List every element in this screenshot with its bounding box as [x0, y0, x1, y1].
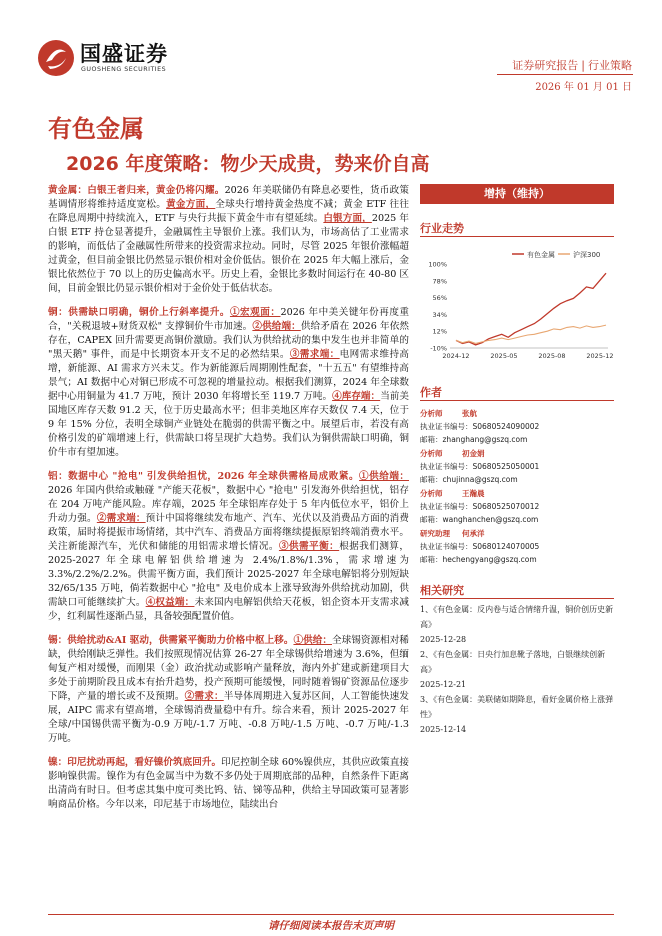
- copper-text-1: 2026 年中美关键年份再度重合，"关税退坡+财货双松" 支撑铜价牛市加速。: [48, 307, 410, 332]
- related-list: [420, 602, 614, 737]
- x-tick-label: 2025-08: [538, 352, 566, 360]
- sidebar: [420, 184, 614, 734]
- x-tick-label: 2024-12: [442, 352, 470, 360]
- paragraph-nickel: [48, 756, 409, 812]
- aluminum-text-2: 预计中国将继续发布地产、汽车、光伏以及消费品方面的消费政策，届时将提振市场情绪，其中汽车、消费品方面将继续提振原铝终端消费水平。关注新能源汽车，光伏和储能的用铝需求增长情况。: [48, 513, 410, 552]
- footer-divider: [48, 914, 614, 915]
- gold-lead: 黄金属：白银王者归来，黄金仍将闪耀。: [48, 185, 225, 196]
- author-email[interactable]: 邮箱：hechengyang@gszq.com: [420, 555, 537, 564]
- legend-label-sector: 有色金属: [527, 251, 555, 259]
- sector-title: 有色金属: [48, 115, 144, 143]
- report-category: 行业策略: [588, 59, 632, 72]
- copper-text-2: 供给矛盾在 2026 年依然存在，CAPEX 回升需要更高铜价激励。我们认为供给扰动的集中发生也并非简单的 "黑天鹅" 事件，而是中长期资本开支不足的必然结果。: [48, 321, 409, 360]
- authors-divider: [420, 400, 614, 401]
- author-cert: 执业证书编号：S0680525050001: [420, 462, 540, 471]
- logo-text: 国盛证券: [80, 42, 168, 66]
- related-date: 2025-12-21: [420, 680, 467, 689]
- legend-label-index: 沪深300: [573, 251, 601, 259]
- copper-text-3: 电网需求维持高增，新能源、AI 需求方兴未艾。作为新能源后周期刚性配套，"十五五" 有望维持高景气；AI 数据中心对铜已形成不可忽视的增量拉动。根据我们测算，2024 年全球数据中心用铜量为 41.7 万吨，预计 2030 年将增长至 119.7 万吨。: [48, 349, 410, 402]
- paragraph-aluminum: [48, 470, 409, 624]
- author-name: 张航: [462, 409, 477, 418]
- author-email[interactable]: 邮箱：chujinna@gszq.com: [420, 475, 518, 484]
- y-tick-label: 34%: [432, 310, 447, 319]
- copper-marker-3: ③需求端：: [289, 349, 340, 360]
- tin-text-1: 全球锡资源相对稀缺，供给刚缺乏弹性。我们按照现情况估算 26-27 年全球锡供给增速为 3.6%，但缅甸复产相对缓慢，而刚果（金）政治扰动或影响产量释放，海内外扩建或新建项目大多处于前期阶段且成本有抬升趋势，投产预期可能缓慢，同时随着锡矿资源品位逐步下降，产量的增长或不及预期。: [48, 635, 410, 702]
- tin-marker-1: ①供给：: [293, 635, 332, 646]
- authors-list: [420, 408, 614, 568]
- nickel-text-1: 印尼控制全球 60%镍供应，其供应政策直接影响镍供需。镍作为有色金属当中为数不多仍处于周期底部的品种，自然条件下距离出清尚有时日。但考虑其集中度可类比钨、钴、锑等品种，供给主导国政策可显著影响商品价格。今年以来，印尼基于市场地位，陆续出台: [48, 757, 409, 810]
- authors-heading: 作者: [420, 386, 442, 399]
- gold-text-2: 全球央行增持黄金热度不减；黄金 ETF 往往在降息周期中持续流入，ETF 与央行共振下黄金牛市有望延续。: [48, 199, 409, 224]
- report-date: 2026 年 01 月 01 日: [535, 82, 632, 93]
- gold-text-3: 2025 年白银 ETF 持仓显著提升，金融属性主导银价上涨。我们认为，市场高估了工业需求的影响，而低估了金融属性所带来的投资需求拉动。同时，尽管 2025 年银价涨幅超过黄金，但目前金银比仍然显示银价相对金价低估。银价在 2025 年大幅上涨后，金银比依然位于 70 以上的历史偏高水平。历史上看，金银比多数时间运行在 40-80 区间，目前金银比仍显示银价相对于金价处于低估状态。: [48, 213, 410, 294]
- related-divider: [420, 598, 614, 599]
- y-tick-label: 56%: [432, 294, 447, 303]
- author-entry: [420, 448, 614, 488]
- x-tick-label: 2025-05: [490, 352, 518, 360]
- author-name: 初金娟: [462, 449, 485, 458]
- copper-lead: 铜：供需缺口明确，铜价上行斜率提升。: [48, 307, 230, 318]
- related-date: 2025-12-28: [420, 635, 467, 644]
- report-tags: [512, 57, 632, 73]
- related-title[interactable]: 3、《有色金属：美联储如期降息，看好金属价格上涨弹性》: [420, 695, 614, 719]
- nickel-lead: 镍：印尼扰动再起，看好镍价筑底回升。: [48, 757, 222, 768]
- trend-divider: [420, 236, 614, 237]
- related-item[interactable]: [420, 647, 614, 692]
- report-title: 2026 年度策略：物少天成贵，势来价自高: [66, 153, 430, 175]
- series-line-index: [456, 325, 606, 343]
- y-tick-label: 100%: [428, 260, 447, 269]
- author-email[interactable]: 邮箱：wanghanchen@gszq.com: [420, 515, 539, 524]
- related-title[interactable]: 2、《有色金属：日央行加息靴子落地，白银继续创新高》: [420, 650, 606, 674]
- gold-text-1: 2026 年美联储仍有降息必要性，货币政策基调情形将维持适度宽松。: [48, 185, 409, 210]
- tag-separator: |: [581, 59, 585, 72]
- report-type: 证券研究报告: [512, 59, 579, 72]
- aluminum-text-1: 2026 年国内供给或触碰 "产能天花板"，数据中心 "抢电" 引发海外供给担忧，铝存在 204 万吨产能风险。库存端，2025 年全球铝库存处于 5 年内低位水平，铝价上升动力强。: [48, 485, 409, 524]
- aluminum-marker-4: ④权益端：: [145, 597, 195, 608]
- aluminum-lead: 铝：数据中心 "抢电" 引发供给担忧，2026 年全球供需格局成败紧。: [48, 471, 360, 482]
- author-entry: [420, 488, 614, 528]
- y-tick-label: 12%: [432, 327, 447, 336]
- related-item[interactable]: [420, 692, 614, 737]
- author-cert: 执业证书编号：S0680124070005: [420, 542, 540, 551]
- author-entry: [420, 528, 614, 568]
- paragraph-gold: [48, 184, 409, 296]
- author-email[interactable]: 邮箱：zhanghang@gszq.com: [420, 435, 528, 444]
- gold-subhead-gold: 黄金方面，: [166, 199, 216, 210]
- page-header: [0, 0, 662, 100]
- copper-text-4: 当前美国地区库存天数 91.2 天，位于历史最高水平；但非美地区库存天数仅 7.4 天，位于 9 年 15% 分位，表明全球铜产业链处在脆弱的供需平衡之中。展望后市，若没有高价格引发的矿端增速上行，供需缺口将呈现扩大趋势。我们认为铜供需缺口明确，铜价牛市有望加速。: [48, 391, 410, 458]
- footer-disclaimer: 请仔细阅读本报告末页声明: [268, 920, 394, 932]
- author-role: 分析师: [420, 449, 443, 458]
- tin-lead: 锡：供给扰动&AI 驱动，供需紧平衡助力价格中枢上移。: [48, 635, 294, 646]
- author-role: 分析师: [420, 489, 443, 498]
- author-role: 研究助理: [420, 529, 450, 538]
- logo-subtext: GUOSHENG SECURITIES: [81, 66, 167, 73]
- y-tick-label: 78%: [432, 277, 447, 286]
- author-role: 分析师: [420, 409, 443, 418]
- related-date: 2025-12-14: [420, 725, 467, 734]
- related-title[interactable]: 1、《有色金属：反内卷与适合情绪升温，铜价创历史新高》: [420, 605, 614, 629]
- header-divider: [497, 74, 633, 75]
- copper-marker-4: ④库存端：: [332, 391, 381, 402]
- aluminum-marker-1: ①供给端：: [359, 471, 410, 482]
- industry-trend-chart: [420, 242, 614, 366]
- copper-marker-2: ②供给端：: [252, 321, 301, 332]
- related-item[interactable]: [420, 602, 614, 647]
- tin-marker-2: ②需求：: [184, 691, 224, 702]
- copper-marker-1: ①宏观面：: [229, 307, 281, 318]
- author-cert: 执业证书编号：S0680524090002: [420, 422, 540, 431]
- aluminum-text-4: 未来国内电解铝供给天花板，铝企资本开支需求减少，红利属性逐渐凸显，具备较强配置价值。: [48, 597, 410, 622]
- author-name: 何承洋: [462, 529, 485, 538]
- aluminum-marker-3: ③供需平衡：: [278, 541, 340, 552]
- y-tick-label: -10%: [430, 344, 447, 353]
- trend-heading: 行业走势: [420, 222, 464, 235]
- logo-icon: [36, 38, 76, 78]
- tin-text-2: 半导体周期进入复苏区间，人工智能快速发展，AIPC 需求有望高增，全球锡消费量稳中有升。综合来看，预计 2025-2027 年全球/中国锡供需平衡为-0.9 万吨/-1.7 万吨、-0.8 万吨/-1.5 万吨、-0.7 万吨/-1.3 万吨。: [48, 691, 410, 744]
- rating-badge: 增持（维持）: [420, 184, 614, 204]
- author-entry: [420, 408, 614, 448]
- author-cert: 执业证书编号：S0680525070012: [420, 502, 540, 511]
- paragraph-copper: [48, 306, 409, 460]
- aluminum-marker-2: ②需求端：: [96, 513, 146, 524]
- company-logo: [36, 38, 206, 78]
- paragraph-tin: [48, 634, 409, 746]
- main-text: [48, 184, 409, 812]
- x-tick-label: 2025-12: [586, 352, 614, 360]
- author-name: 王瀚晨: [462, 489, 485, 498]
- related-heading: 相关研究: [420, 584, 464, 597]
- aluminum-text-3: 根据我们测算，2025-2027 年全球电解铝供给增速为 2.4%/1.8%/1.3%，需求增速为 3.3%/2.2%/2.2%。供需平衡方面，我们预计 2025-2027 年全球电解铝将分别短缺 32/65/135 万吨，倘若数据中心 "抢电" 及电价成本上涨导致海外供给扰动加剧，供需缺口可能继续扩大。: [48, 541, 410, 608]
- gold-subhead-silver: 白银方面，: [323, 213, 372, 224]
